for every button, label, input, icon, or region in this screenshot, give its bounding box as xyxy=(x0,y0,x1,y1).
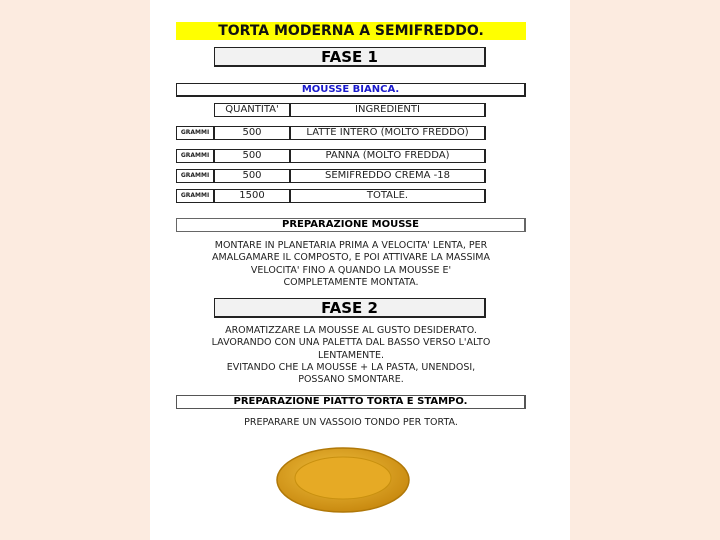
header-ingredients: INGREDIENTI xyxy=(290,103,486,117)
header-quantity: QUANTITA' xyxy=(214,103,291,117)
mousse-title: MOUSSE BIANCA. xyxy=(176,83,526,97)
prep-mousse-text xyxy=(176,240,526,289)
ingredient-cell: TOTALE. xyxy=(290,189,486,203)
phase-2-text xyxy=(176,325,526,386)
unit-cell: GRAMMI xyxy=(176,149,215,163)
text-line: AROMATIZZARE LA MOUSSE AL GUSTO DESIDERATO. xyxy=(225,325,477,336)
ingredient-cell: PANNA (MOLTO FREDDA) xyxy=(290,149,486,163)
ingredient-cell: SEMIFREDDO CREMA -18 xyxy=(290,169,486,183)
gold-plate-image xyxy=(270,440,420,520)
text-line: LENTAMENTE. xyxy=(317,349,385,361)
text-line: MONTARE IN PLANETARIA PRIMA A VELOCITA' LENTA, PER xyxy=(214,240,488,251)
text-line: POSSANO SMONTARE. xyxy=(298,374,404,386)
text-line: VELOCITA' FINO A QUANDO LA MOUSSE E' xyxy=(250,264,452,276)
text-line: EVITANDO CHE LA MOUSSE + LA PASTA, UNENDOSI, xyxy=(226,361,476,373)
unit-cell: GRAMMI xyxy=(176,189,215,203)
qty-cell: 1500 xyxy=(214,189,291,203)
text-line: AMALGAMARE IL COMPOSTO, E POI ATTIVARE LA MASSIMA xyxy=(212,252,490,264)
phase-1-heading: FASE 1 xyxy=(214,47,486,67)
qty-cell: 500 xyxy=(214,169,291,183)
text-line: LAVORANDO CON UNA PALETTA DAL BASSO VERSO L'ALTO xyxy=(211,337,491,349)
phase-2-heading: FASE 2 xyxy=(214,298,486,318)
prep-plate-text: PREPARARE UN VASSOIO TONDO PER TORTA. xyxy=(244,417,458,428)
recipe-title: TORTA MODERNA A SEMIFREDDO. xyxy=(176,22,526,40)
prep-plate-heading: PREPARAZIONE PIATTO TORTA E STAMPO. xyxy=(176,395,526,409)
unit-cell: GRAMMI xyxy=(176,169,215,183)
unit-cell: GRAMMI xyxy=(176,126,215,140)
prep-mousse-heading: PREPARAZIONE MOUSSE xyxy=(176,218,526,232)
qty-cell: 500 xyxy=(214,149,291,163)
ingredient-cell: LATTE INTERO (MOLTO FREDDO) xyxy=(290,126,486,140)
qty-cell: 500 xyxy=(214,126,291,140)
text-line: COMPLETAMENTE MONTATA. xyxy=(283,276,419,288)
